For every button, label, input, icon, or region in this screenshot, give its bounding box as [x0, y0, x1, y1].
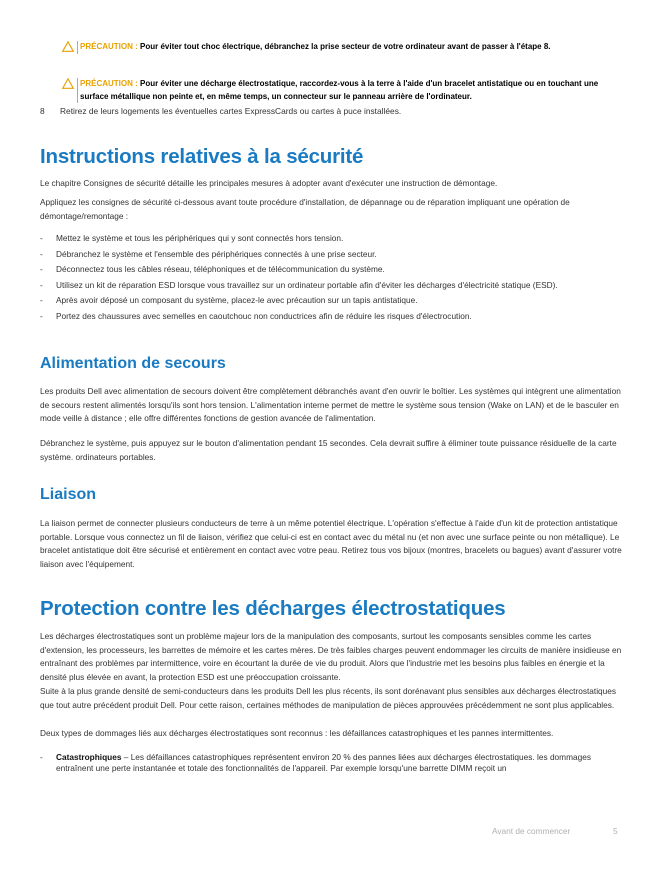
- safety-paragraph-1: Le chapitre Consignes de sécurité détaille les principales mesures à adopter avant d'exécuter une instruction de démontage.: [40, 178, 498, 188]
- bonding-heading: Liaison: [40, 486, 97, 503]
- caution-text: [80, 41, 622, 54]
- safety-bullet-list: [40, 233, 624, 326]
- list-item-text: Déconnectez tous les câbles réseau, téléphoniques et de télécommunication du système.: [56, 264, 385, 274]
- caution-body: Pour éviter une décharge électrostatique, raccordez-vous à la terre à l'aide d'un bracelet antistatique ou en touchant une surface métallique non peinte et, en même temps, un connecteur sur le panneau arrière de l'ordinateur.: [80, 79, 599, 101]
- bullet-dash: -: [40, 295, 43, 305]
- esd-paragraph-3: Deux types de dommages liés aux décharges électrostatiques sont reconnus : les défaillances catastrophiques et les pannes intermittentes.: [40, 728, 554, 738]
- list-item: [40, 280, 624, 291]
- list-item: [40, 295, 624, 306]
- list-item: [40, 249, 624, 260]
- list-item-text: Portez des chaussures avec semelles en caoutchouc non conductrices afin de réduire les risques d'électrocution.: [56, 310, 472, 321]
- esd-paragraph-1: Les décharges électrostatiques sont un problème majeur lors de la manipulation des composants, surtout les composants sensibles comme les cartes d'extension, les processeurs, les barrettes de mémoire et les cartes mères. De très faibles charges peuvent endommager les circuits de manière insidieuse en entraînant des problèmes par intermittence, voire en écourtant la durée de vie du produit. Alors que l'industrie met les besoins plus faibles en énergie et la densité plus élevée en avant, la protection ESD est une préoccupation croissante.: [40, 631, 622, 682]
- caution-note-1: [62, 41, 622, 54]
- esd-bullet-list: [40, 752, 624, 779]
- caution-text: [80, 78, 622, 103]
- safety-heading: Instructions relatives à la sécurité: [40, 145, 364, 168]
- bullet-dash: -: [40, 233, 43, 243]
- standby-heading: Alimentation de secours: [40, 355, 226, 372]
- footer-section-title: Avant de commencer: [492, 826, 571, 836]
- warning-triangle-icon: [62, 78, 74, 89]
- caution-body: Pour éviter tout choc électrique, débranchez la prise secteur de votre ordinateur avant de passer à l'étape 8.: [140, 42, 551, 51]
- list-item-text: – Les défaillances catastrophiques représentent environ 20 % des pannes liées aux décharges électrostatiques. les dommages entraînent une perte instantanée et totale des fonctionnalités de l'appareil. Par exemple lorsqu'une barrette DIMM reçoit un: [56, 752, 591, 774]
- caution-label: PRÉCAUTION :: [80, 79, 138, 88]
- step-text: Retirez de leurs logements les éventuelles cartes ExpressCards ou cartes à puce installées.: [60, 106, 402, 116]
- caution-label: PRÉCAUTION :: [80, 42, 138, 51]
- standby-paragraph-2: Débranchez le système, puis appuyez sur le bouton d'alimentation pendant 15 secondes. Cela devrait suffire à éliminer toute puissance résiduelle de la carte système. ordinateurs portables.: [40, 438, 617, 462]
- catastrophic-label: Catastrophiques: [56, 752, 122, 762]
- footer-page-number: 5: [613, 826, 618, 836]
- esd-paragraph-2: Suite à la plus grande densité de semi-conducteurs dans les produits Dell les plus récents, ils sont dorénavant plus sensibles aux décharges électrostatiques que tout autre précédent produit Dell. Pour cette raison, certaines méthodes de manipulation de pièces approuvées précédemment ne sont plus applicables.: [40, 686, 617, 710]
- bullet-dash: -: [40, 279, 43, 290]
- standby-paragraph-1: Les produits Dell avec alimentation de secours doivent être complètement débranchés avant d'en ouvrir le boîtier. Les systèmes qui intègrent une alimentation de secours restent alimentés lorsqu'ils sont hors tension. L'alimentation interne permet de mettre le système sous tension (Wake on LAN) et de le basculer en mode veille à distance ; elle offre différentes fonctions de gestion avancée de l'alimentation.: [40, 386, 621, 424]
- list-item-text: Après avoir déposé un composant du système, placez-le avec précaution sur un tapis antistatique.: [56, 295, 418, 305]
- warning-triangle-icon: [62, 41, 74, 52]
- step-8: [40, 106, 401, 116]
- list-item-text: Débranchez le système et l'ensemble des périphériques connectés à une prise secteur.: [56, 248, 377, 259]
- list-item: [40, 264, 624, 275]
- caution-bar: [77, 78, 78, 103]
- step-number: 8: [40, 106, 45, 116]
- bullet-dash: -: [40, 264, 43, 274]
- bonding-paragraph: La liaison permet de connecter plusieurs conducteurs de terre à un même potentiel électrique. L'opération s'effectue à l'aide d'un kit de protection antistatique portable. Lorsque vous connectez un fil de liaison, vérifiez que celui-ci est en contact avec du métal nu (et non avec une surface peinte ou non métallique). Le bracelet antistatique doit être sécurisé et entièrement en contact avec votre peau. Retirez tous vos bijoux (montres, bracelets ou bagues) avant d'assurer votre liaison avec l'équipement.: [40, 518, 622, 569]
- list-item-text: Utilisez un kit de réparation ESD lorsque vous travaillez sur un ordinateur portable afin d'éviter les décharges d'électricité statique (ESD).: [56, 279, 558, 290]
- list-item: [40, 752, 624, 774]
- list-item: [40, 233, 624, 244]
- esd-heading: Protection contre les décharges électrostatiques: [40, 597, 506, 620]
- safety-paragraph-2: Appliquez les consignes de sécurité ci-dessous avant toute procédure d'installation, de dépannage ou de réparation impliquant une opération de démontage/remontage :: [40, 197, 570, 221]
- bullet-dash: -: [40, 248, 43, 259]
- caution-bar: [77, 41, 78, 54]
- list-item: [40, 311, 624, 322]
- bullet-dash: -: [40, 752, 43, 762]
- caution-note-2: [62, 78, 622, 103]
- list-item-text: Mettez le système et tous les périphériques qui y sont connectés hors tension.: [56, 233, 344, 243]
- bullet-dash: -: [40, 310, 43, 321]
